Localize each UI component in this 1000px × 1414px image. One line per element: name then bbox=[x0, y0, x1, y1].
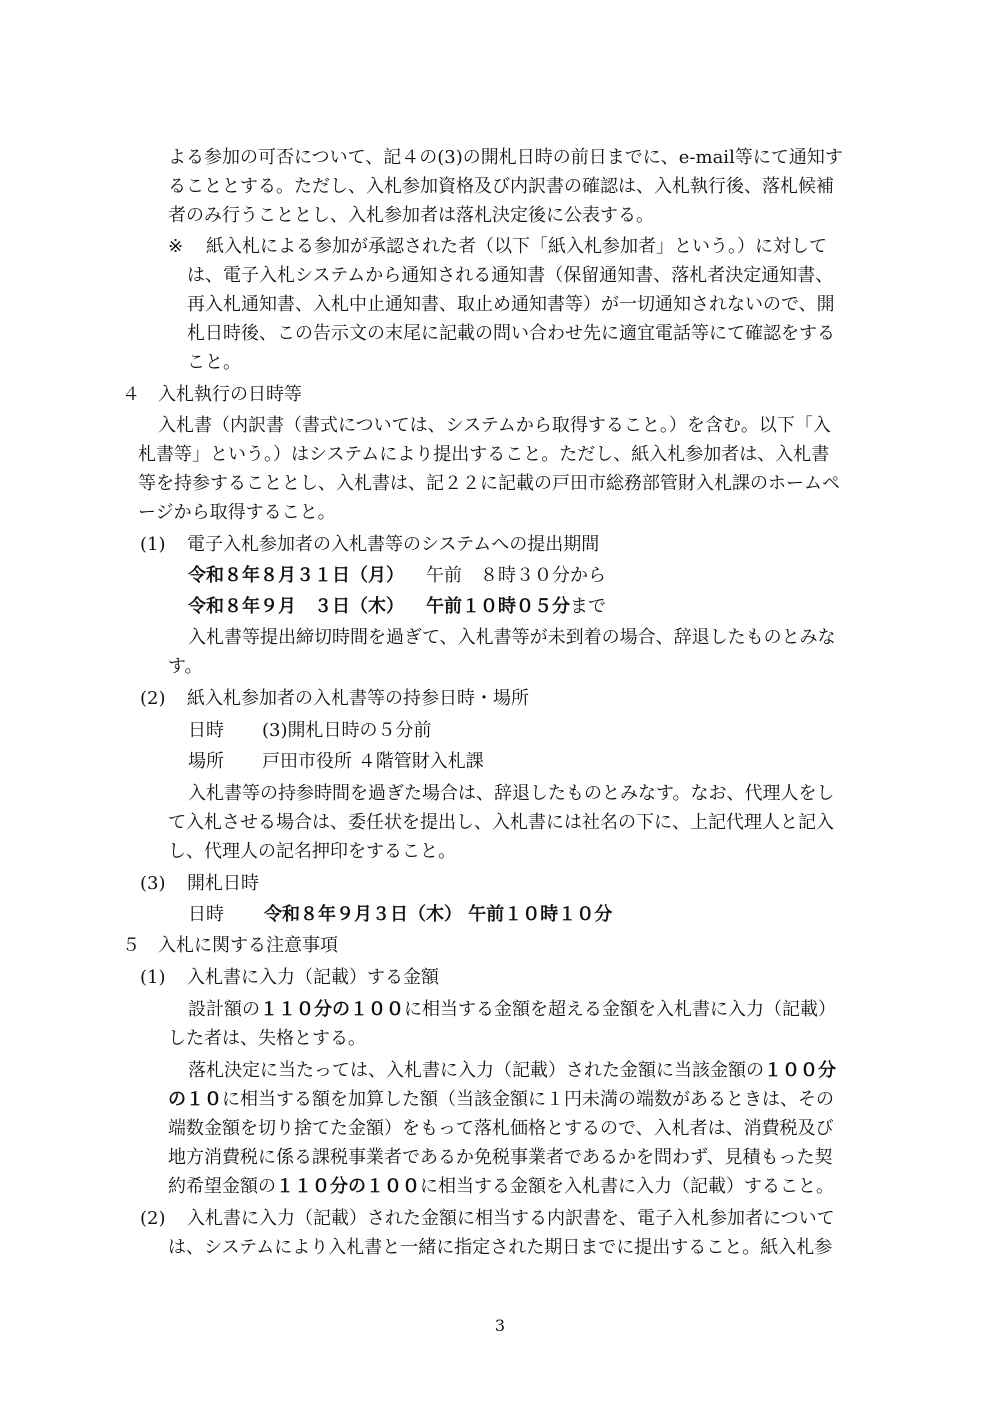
body-line: 入札書等の持参時間を過ぎた場合は、辞退したものとみなす。なお、代理人をし bbox=[188, 783, 835, 804]
body-line bbox=[168, 1173, 834, 1200]
note-mark: ※ bbox=[168, 236, 184, 257]
end-time: 午前１０時０５分 bbox=[426, 596, 570, 617]
item-title: 開札日時 bbox=[187, 873, 259, 894]
text-run: 設計額の bbox=[188, 999, 260, 1020]
start-date: 令和８年８月３１日（月） bbox=[188, 565, 404, 586]
body-line: 札書等」という。）はシステムにより提出すること。ただし、紙入札参加者は、入札書 bbox=[138, 444, 830, 465]
field-label: 日時 bbox=[188, 904, 224, 925]
body-line: 地方消費税に係る課税事業者であるか免税事業者であるかを問わず、見積もった契 bbox=[168, 1147, 833, 1168]
item-label: (1) bbox=[140, 967, 166, 988]
section-heading: ５ 入札に関する注意事項 bbox=[122, 935, 338, 956]
text-run-bold: １１０分の１００ bbox=[276, 1176, 420, 1197]
section-heading: ４ 入札執行の日時等 bbox=[122, 384, 302, 405]
item-label: (1) bbox=[140, 534, 166, 555]
field-label: 日時 bbox=[188, 720, 224, 741]
end-time-line bbox=[426, 593, 606, 620]
item-label: (3) bbox=[140, 873, 166, 894]
text-run: 約希望金額の bbox=[168, 1176, 276, 1197]
body-line bbox=[188, 1057, 836, 1084]
body-line: 入札書等提出締切時間を過ぎて、入札書等が未到着の場合、辞退したものとみな bbox=[188, 627, 836, 648]
text-run: 落札決定に当たっては、入札書に入力（記載）された金額に当該金額の bbox=[188, 1060, 764, 1081]
field-value: 戸田市役所 ４階管財入札課 bbox=[262, 751, 484, 772]
body-line: よる参加の可否について、記４の(3)の開札日時の前日までに、e-mail等にて通知す bbox=[168, 147, 843, 168]
text-run-bold: の１０ bbox=[168, 1089, 222, 1110]
body-line: は、システムにより入札書と一緒に指定された期日までに提出すること。紙入札参 bbox=[168, 1237, 833, 1258]
item-title: 紙入札参加者の入札書等の持参日時・場所 bbox=[187, 688, 529, 709]
text-run: に相当する金額を超える金額を入札書に入力（記載） bbox=[404, 999, 836, 1020]
body-line: て入札させる場合は、委任状を提出し、入札書には社名の下に、上記代理人と記入 bbox=[168, 812, 834, 833]
body-line: す。 bbox=[168, 656, 203, 677]
body-line: 入札書（内訳書（書式については、システムから取得すること。）を含む。以下「入 bbox=[158, 415, 831, 436]
field-value: (3)開札日時の５分前 bbox=[262, 720, 432, 741]
body-line: ることとする。ただし、入札参加資格及び内訳書の確認は、入札執行後、落札候補 bbox=[168, 176, 834, 197]
body-line: ージから取得すること。 bbox=[138, 502, 336, 523]
field-label: 場所 bbox=[188, 751, 224, 772]
item-title: 入札書に入力（記載）する金額 bbox=[187, 967, 439, 988]
item-label: (2) bbox=[140, 688, 166, 709]
text-run-bold: １００分 bbox=[764, 1060, 836, 1081]
note-line: こと。 bbox=[187, 352, 241, 373]
note-line: 札日時後、この告示文の末尾に記載の問い合わせ先に適宜電話等にて確認をする bbox=[187, 323, 835, 344]
body-line: し、代理人の記名押印をすること。 bbox=[168, 841, 456, 862]
body-line: 入札書に入力（記載）された金額に相当する内訳書を、電子入札参加者について bbox=[187, 1208, 835, 1229]
body-line bbox=[188, 996, 836, 1023]
item-title: 電子入札参加者の入札書等のシステムへの提出期間 bbox=[187, 534, 600, 555]
item-label: (2) bbox=[140, 1208, 166, 1229]
text-run-bold: １１０分の１００ bbox=[260, 999, 404, 1020]
note-line: 再入札通知書、入札中止通知書、取止め通知書等）が一切通知されないので、開 bbox=[187, 294, 835, 315]
text-run: に相当する額を加算した額（当該金額に１円未満の端数があるときは、その bbox=[222, 1089, 834, 1110]
body-line: 等を持参することとし、入札書は、記２２に記載の戸田市総務部管財入札課のホームペ bbox=[138, 473, 840, 494]
end-suffix: まで bbox=[570, 596, 606, 617]
body-line: 者のみ行うこととし、入札参加者は落札決定後に公表する。 bbox=[168, 205, 654, 226]
note-line: は、電子入札システムから通知される通知書（保留通知書、落札者決定通知書、 bbox=[187, 265, 834, 286]
body-line bbox=[168, 1086, 834, 1113]
end-date: 令和８年９月 ３日（木） bbox=[188, 596, 404, 617]
open-date: 令和８年９月３日（木） 午前１０時１０分 bbox=[264, 904, 613, 925]
body-line: した者は、失格とする。 bbox=[168, 1028, 366, 1049]
page-number: 3 bbox=[494, 1316, 506, 1335]
text-run: に相当する金額を入札書に入力（記載）すること。 bbox=[420, 1176, 834, 1197]
body-line: 端数金額を切り捨てた金額）をもって落札価格とするので、入札者は、消費税及び bbox=[168, 1118, 834, 1139]
note-line: 紙入札による参加が承認された者（以下「紙入札参加者」という。）に対して bbox=[206, 236, 827, 257]
start-time: 午前 ８時３０分から bbox=[426, 565, 606, 586]
